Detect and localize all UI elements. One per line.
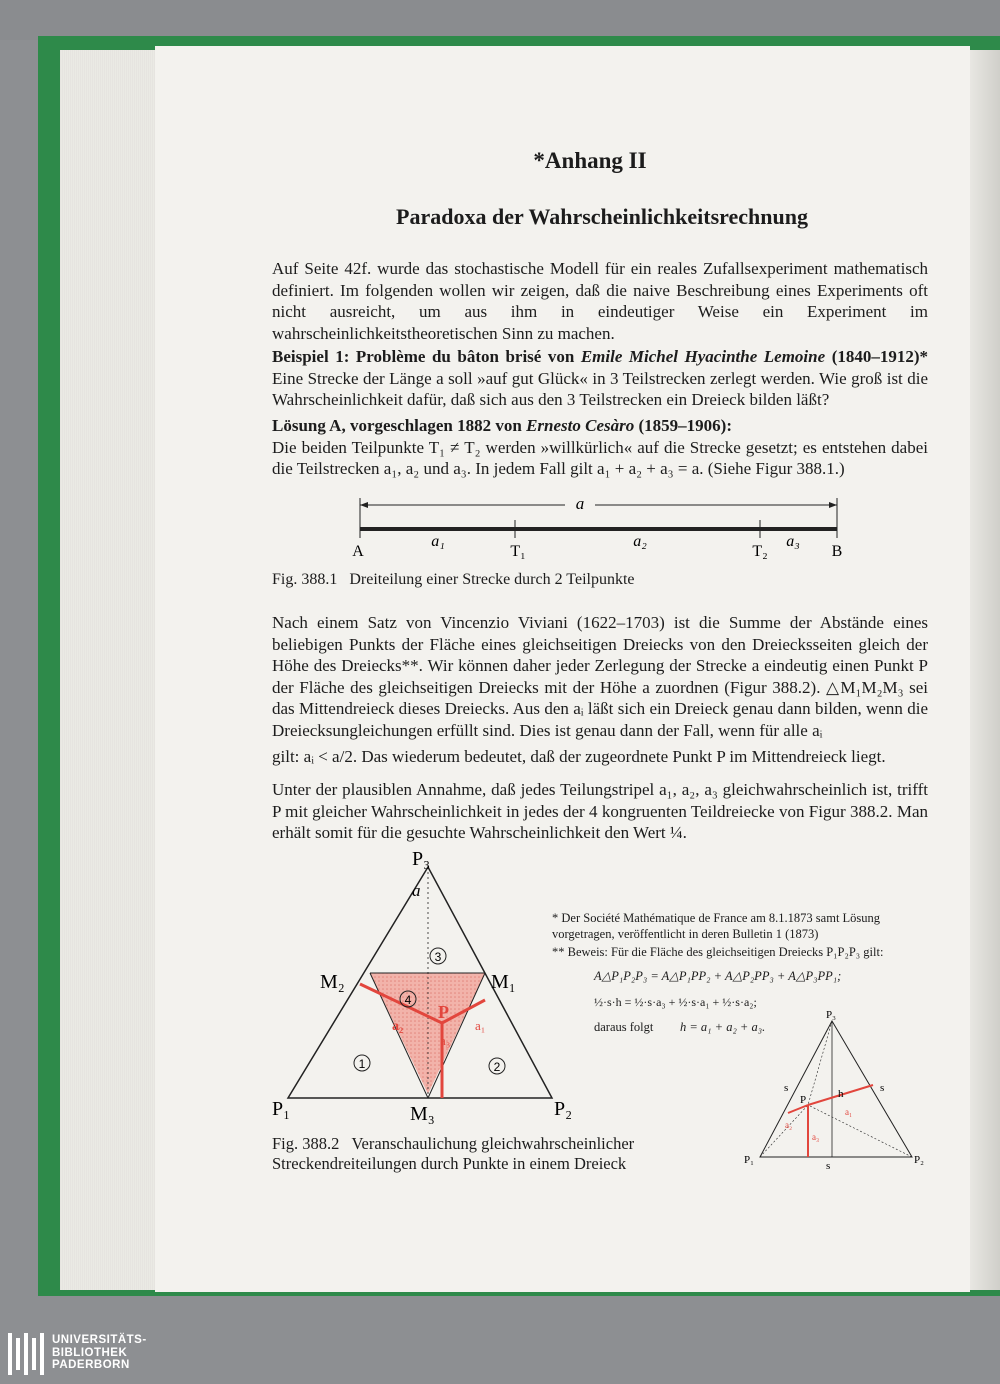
footnote-1: * Der Société Mathématique de France am 8.1.1873 samt Lösung vorgetragen, veröffentlicht in deren Bulletin 1 (1873) [552,911,881,941]
label-a1: a₁ [431,533,445,550]
logo-line-2: BIBLIOTHEK [52,1346,128,1359]
beispiel-text: Eine Strecke der Länge a soll »auf gut Glück« in 3 Teilstrecken zerlegt werden. Wie groß ist die Wahrscheinlichkeit dafür, daß sich aus den 3 Teilstrecken ein Dreieck bilden läßt? [272,368,928,409]
chapter-title: *Anhang II [533,148,647,173]
arrow-right [829,502,837,508]
loesung-paragraph [272,415,928,480]
figure-388-1 [340,490,860,565]
proof-s-right: s [880,1082,885,1094]
fig2-label-a: a [412,881,421,900]
logo-bar [24,1333,28,1375]
label-T2: T₂ [752,543,768,560]
section-title: Paradoxa der Wahrscheinlichkeitsrechnung [396,204,808,229]
figure-388-1-caption [272,570,635,590]
proof-triangle [760,1021,912,1157]
proof-s-left: s [784,1082,789,1094]
loesung-author: Ernesto Cesàro [526,416,635,435]
fig2-label-a3: a₃ [440,1033,451,1048]
footnote-eq3-label: daraus folgt [594,1020,654,1034]
logo-line-3: PADERBORN [52,1359,130,1371]
background [0,0,1000,40]
vertex-P1: P₁ [272,1098,291,1120]
loesung-heading: Lösung A, vorgeschlagen 1882 von [272,416,522,435]
beispiel-author: Emile Michel Hyacinthe Lemoine [580,347,826,366]
figure-388-2 [270,840,580,1130]
footnote-equation-2: ½·s·h = ½·s·a₃ + ½·s·a₁ + ½·s·a₂; [594,995,757,1009]
logo-bar [32,1338,36,1370]
fig2-label-P: P [438,1002,449,1022]
proof-label-a2: a₂ [785,1120,793,1130]
probability-paragraph: Unter der plausiblen Annahme, daß jedes Teilungstripel a₁, a₂, a₃ gleichwahrscheinlich ist, trifft P mit gleicher Wahrscheinlichkeit in jedes der 4 kongruenten Teildreiecke von Figur 388.2. Man erhält somit für die gesuchte Wahrscheinlichkeit den Wert ¼. [272,780,928,842]
region-4-label: 4 [404,993,412,1007]
beispiel-paragraph [272,346,928,411]
proof-label-a3: a₃ [812,1132,820,1142]
vertex-P3: P₃ [412,848,431,870]
caption-line-1: Veranschaulichung gleichwahrscheinlicher [351,1134,635,1153]
proof-label-a1: a₁ [845,1107,853,1117]
vertex-M1: M₁ [491,971,516,993]
proof-P2: P₂ [914,1154,924,1166]
loesung-years: (1859–1906): [638,416,732,435]
region-1-label: 1 [358,1057,366,1071]
proof-P1: P₁ [744,1154,754,1166]
logo-bar [40,1333,44,1375]
region-2-label: 2 [493,1060,501,1074]
region-3-label: 3 [434,950,442,964]
arrow-left [360,502,368,508]
footnote-equation-1: A△P₁P₂P₃ = A△P₁PP₂ + A△P₂PP₃ + A△P₃PP₁; [594,969,842,983]
logo-line-1: UNIVERSITÄTS- [52,1334,147,1346]
loesung-text: Die beiden Teilpunkte T₁ ≠ T₂ werden »willkürlich« auf die Strecke gesetzt; es entstehen dabei die Teilstrecken a₁, a₂ und a₃. In jedem Fall gilt a₁ + a₂ + a₃ = a. (Siehe Figur 388.1.) [272,437,928,478]
label-a2: a₂ [633,533,647,550]
proof-s-bottom: s [826,1160,831,1172]
proof-a2 [788,1105,808,1113]
beispiel-years: (1840–1912)* [831,347,929,366]
label-B: B [831,543,843,560]
caption-number: Fig. 388.1 [272,571,338,588]
vertex-M2: M₂ [320,971,345,993]
label-a: a [575,494,585,513]
segment-bar [360,527,837,531]
label-a3: a₃ [786,533,800,550]
label-A: A [352,543,364,560]
viviani-conclusion: gilt: aᵢ < a/2. Das wiederum bedeutet, daß der zugeordnete Punkt P im Mittendreieck liegt. [272,747,886,766]
proof-figure [740,1005,940,1175]
footnote-equation-3: h = a₁ + a₂ + a₃. [680,1020,766,1034]
proof-P: P [800,1094,807,1106]
caption-line-2: Streckendreiteilungen durch Punkte in einem Dreieck [272,1154,627,1173]
proof-P3: P₃ [826,1009,836,1021]
library-logo-text [52,1334,147,1372]
right-page-edge [970,50,1000,1290]
label-T1: T₁ [510,543,526,560]
caption-number: Fig. 388.2 [272,1134,340,1153]
proof-h: h [838,1088,844,1100]
fig2-label-a1: a₁ [475,1018,486,1033]
beispiel-heading: Beispiel 1: Problème du bâton brisé von [272,347,575,366]
figure-388-2-caption [272,1134,634,1174]
footnote-2: ** Beweis: Für die Fläche des gleichseitigen Dreiecks P₁P₂P₃ gilt: [552,945,884,959]
viviani-paragraph: Nach einem Satz von Vincenzio Viviani (1622–1703) ist die Summe der Abstände eines beliebigen Punkts der Fläche eines gleichseitigen Dreiecks von den Dreiecksseiten gleich der Höhe des Dreiecks**. Wir können daher jeder Zerlegung der Strecke a eindeutig einen Punkt P der Fläche des gleichseitigen Dreiecks mit der Höhe a zuordnen (Figur 388.2). △M₁M₂M₃ sei das Mittendreieck dieses Dreiecks. Aus den aᵢ läßt sich ein Dreieck genau dann bilden, wenn die Dreiecksungleichungen erfüllt sind. Dies ist genau dann der Fall, wenn für alle aᵢ [272,613,928,740]
logo-bar [8,1333,12,1375]
logo-bar [16,1338,20,1370]
vertex-M3: M₃ [410,1103,435,1125]
fig2-label-a2: a₂ [392,1019,404,1034]
vertex-P2: P₂ [554,1098,573,1120]
caption-text: Dreiteilung einer Strecke durch 2 Teilpunkte [349,571,635,588]
intro-paragraph: Auf Seite 42f. wurde das stochastische Modell für ein reales Zufallsexperiment mathematisch definiert. Im folgenden wollen wir zeigen, daß die naive Beschreibung eines Experiments oft nicht ausreicht, um aus ihm in eindeutiger Weise ein Experiment im wahrscheinlichkeitstheoretischen Sinn zu machen. [272,259,928,343]
page-edges [60,50,170,1290]
